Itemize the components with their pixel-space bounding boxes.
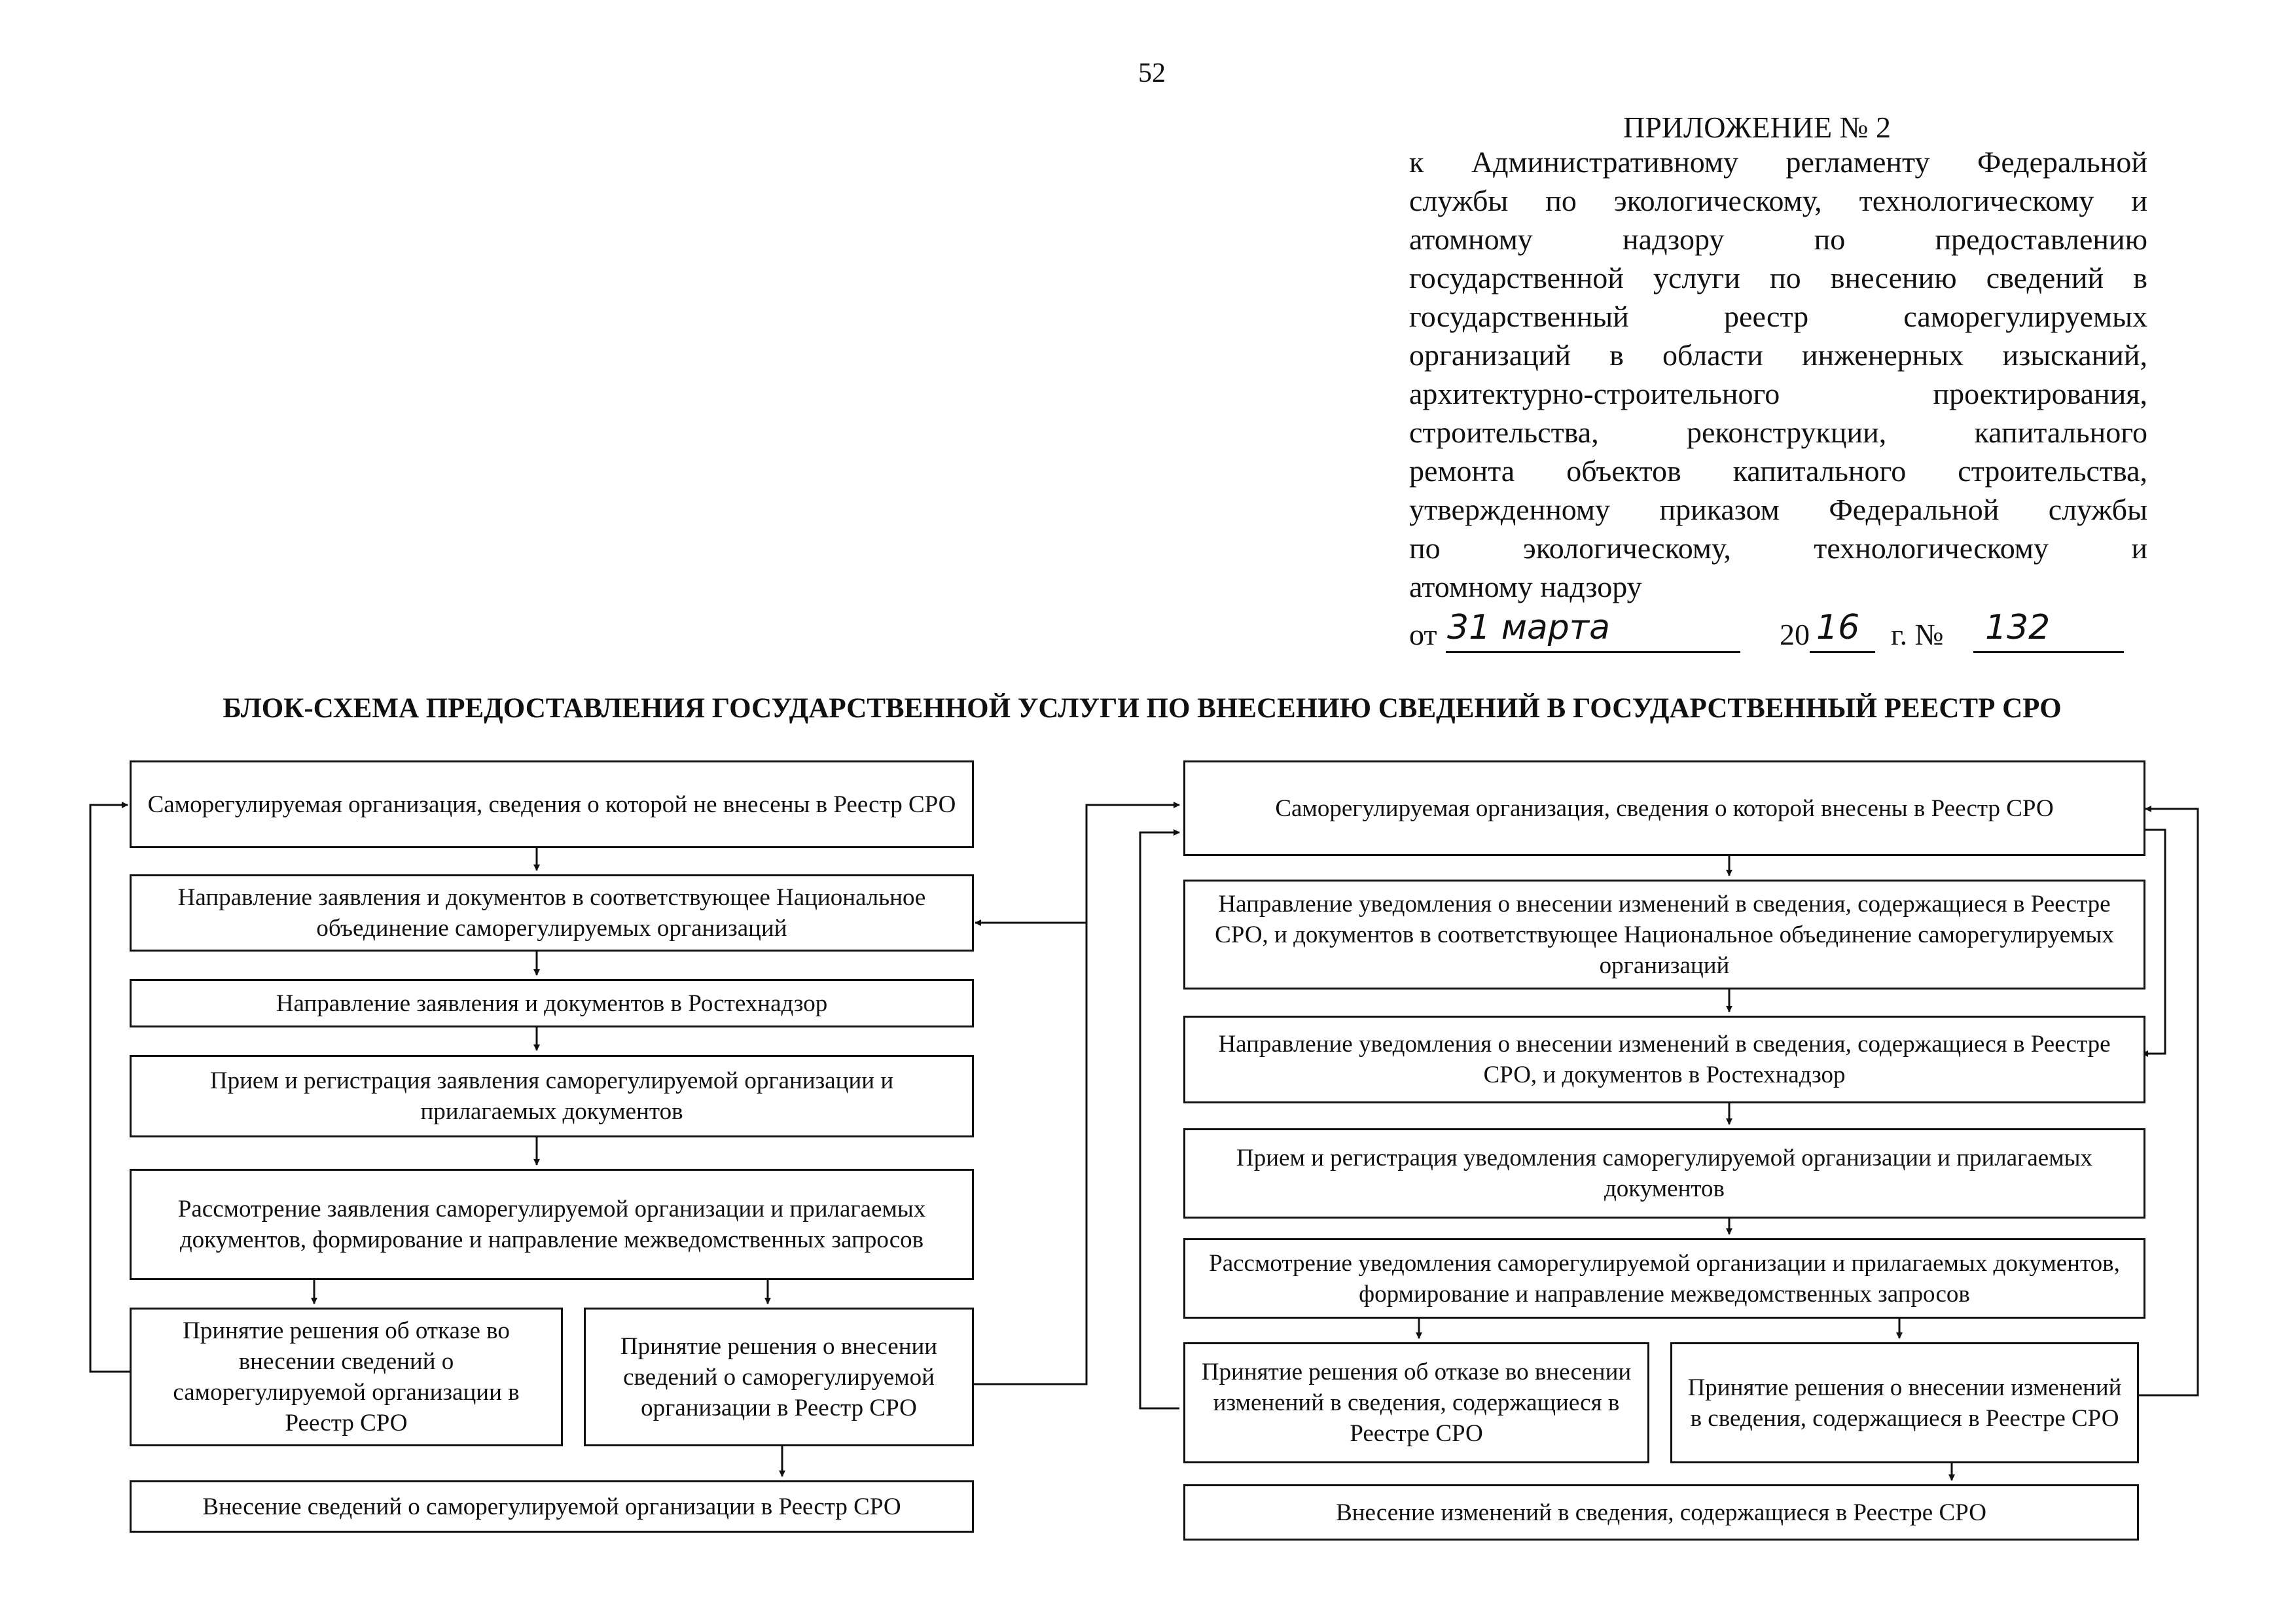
- left-refuse-box: [130, 1308, 563, 1446]
- right-step4-box: [1183, 1238, 2145, 1319]
- left-step2-box: [130, 979, 974, 1027]
- left-step1-box: [130, 874, 974, 952]
- left-step2-text: Направление заявления и документов в Ростехнадзор: [276, 990, 828, 1017]
- page-number: 52: [1138, 58, 1166, 88]
- appendix-line: атомному надзору по предоставлению: [1409, 223, 2147, 256]
- right-step4-text: Рассмотрение уведомления саморегулируемой организации и прилагаемых документов, формирование и направление межведомственных запросов: [1209, 1249, 2120, 1308]
- appendix-line: службы по экологическому, технологическому и: [1409, 184, 2147, 217]
- left-final-box: [130, 1480, 974, 1533]
- left-step4-box: [130, 1169, 974, 1280]
- right-accept-box: [1670, 1342, 2139, 1463]
- left-final-text: Внесение сведений о саморегулируемой организации в Реестр СРО: [202, 1493, 901, 1520]
- right-step1-text: Направление уведомления о внесении изменений в сведения, содержащиеся в Реестре СРО, и документов в соответствующее Национальное объединение саморегулируемых организаций: [1215, 890, 2114, 979]
- right-final-text: Внесение изменений в сведения, содержащиеся в Реестре СРО: [1336, 1499, 1986, 1526]
- left-step4-text: Рассмотрение заявления саморегулируемой организации и прилагаемых документов, формирование и направление межведомственных запросов: [177, 1196, 926, 1253]
- left-step3-box: [130, 1055, 974, 1137]
- right-step1-box: [1183, 880, 2145, 990]
- right-step3-text: Прием и регистрация уведомления саморегулируемой организации и прилагаемых документов: [1236, 1145, 2092, 1202]
- appendix-line: организаций в области инженерных изысканий,: [1409, 338, 2147, 372]
- date-prefix: от: [1409, 618, 1437, 651]
- right-step2-text: Направление уведомления о внесении изменений в сведения, содержащиеся в Реестре СРО, и документов в Ростехнадзор: [1218, 1031, 2111, 1088]
- right-refuse-text: Принятие решения об отказе во внесении изменений в сведения, содержащиеся в Реестре СРО: [1201, 1359, 1632, 1447]
- right-accept-text: Принятие решения о внесении изменений в сведения, содержащиеся в Реестре СРО: [1687, 1374, 2122, 1432]
- appendix-line: государственный реестр саморегулируемых: [1409, 300, 2147, 333]
- scheme-title: БЛОК-СХЕМА ПРЕДОСТАВЛЕНИЯ ГОСУДАРСТВЕННОЙ УСЛУГИ ПО ВНЕСЕНИЮ СВЕДЕНИЙ В ГОСУДАРСТВЕННЫЙ РЕЕСТР СРО: [223, 693, 2062, 724]
- left-step1-text: Направление заявления и документов в соответствующее Национальное объединение саморегулируемых организаций: [177, 884, 926, 942]
- appendix-line: к Административному регламенту Федеральной: [1409, 145, 2147, 179]
- appendix-line: архитектурно-строительного проектирования,: [1409, 377, 2147, 410]
- handwritten-order-number: 132: [1985, 608, 2051, 647]
- left-step3-text: Прием и регистрация заявления саморегулируемой организации и прилагаемых документов: [209, 1067, 894, 1125]
- right-refuse-box: [1183, 1342, 1649, 1463]
- right-start-text: Саморегулируемая организация, сведения о которой внесены в Реестр СРО: [1275, 794, 2054, 822]
- appendix-line: ремонта объектов капитального строительства,: [1409, 454, 2147, 488]
- appendix-line: по экологическому, технологическому и: [1409, 531, 2147, 565]
- appendix-line: атомному надзору: [1409, 570, 1642, 603]
- handwritten-year: 16: [1816, 608, 1860, 647]
- left-refuse-text: Принятие решения об отказе во внесении сведений о саморегулируемой организации в Реестр СРО: [173, 1317, 520, 1436]
- appendix-title: ПРИЛОЖЕНИЕ № 2: [1623, 111, 1892, 144]
- year-prefix: 20: [1780, 618, 1810, 651]
- left-start-text: Саморегулируемая организация, сведения о которой не внесены в Реестр СРО: [147, 791, 956, 818]
- right-step2-box: [1183, 1016, 2145, 1103]
- appendix-line: государственной услуги по внесению сведений в: [1409, 261, 2147, 294]
- right-step3-box: [1183, 1128, 2145, 1219]
- left-accept-box: [584, 1308, 974, 1446]
- appendix-line: строительства, реконструкции, капитального: [1409, 416, 2147, 449]
- right-final-box: [1183, 1484, 2139, 1541]
- year-unit: г. №: [1891, 618, 1944, 651]
- left-accept-text: Принятие решения о внесении сведений о саморегулируемой организации в Реестр СРО: [620, 1332, 938, 1421]
- left-start-box: [130, 760, 974, 848]
- appendix-line: утвержденному приказом Федеральной службы: [1409, 493, 2147, 526]
- handwritten-date: 31 марта: [1447, 608, 1610, 647]
- right-start-box: [1183, 760, 2145, 856]
